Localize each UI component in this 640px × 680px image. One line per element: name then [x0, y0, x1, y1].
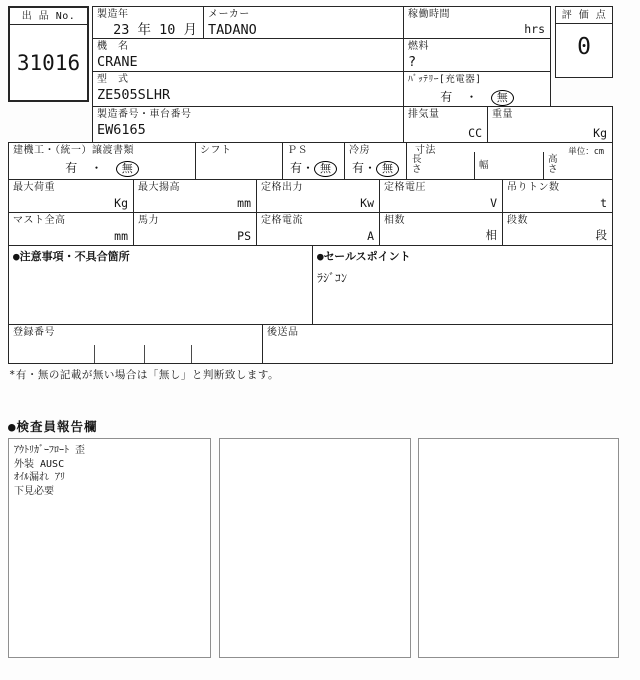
phase-count-cell — [379, 212, 503, 246]
displacement-cell — [403, 106, 488, 143]
sales-points-label: ●セールスポイント — [317, 250, 411, 263]
fuel-label: 燃料 — [408, 41, 429, 52]
stage-count-cell — [502, 212, 613, 246]
dimensions-length-label: 長さ — [412, 154, 422, 175]
aircon-cell — [344, 142, 407, 180]
transfer-documents-cell — [8, 142, 196, 180]
model-label: 型 式 — [97, 74, 129, 85]
inspector-note-line: ｱｳﾄﾘｶﾞｰﾌﾛｰﾄ 歪 — [14, 445, 86, 456]
dimensions-label: 寸法 — [415, 145, 436, 156]
dimensions-unit-note: 単位：cm — [568, 147, 604, 157]
rated-current-unit: A — [367, 229, 374, 243]
serial-number-cell — [92, 106, 404, 143]
weight-label: 重量 — [492, 109, 513, 120]
rated-current-label: 定格電流 — [261, 215, 303, 226]
model-value: ZE505SLHR — [97, 87, 171, 103]
field-divider-tick — [144, 345, 145, 363]
transfer-yes-option: 有 — [65, 161, 78, 175]
max-lift-height-unit: mm — [237, 196, 251, 210]
rated-output-unit: Kw — [360, 196, 374, 210]
dimensions-divider — [474, 152, 475, 179]
mast-height-cell — [8, 212, 134, 246]
fuel-value: ? — [408, 54, 417, 70]
evaluation-score-value: 0 — [577, 34, 591, 60]
rated-output-cell — [256, 179, 380, 213]
transfer-documents-label: 建機工・（統一）譲渡書類 — [13, 145, 134, 156]
aircon-availability — [349, 159, 402, 177]
battery-charger-cell — [403, 71, 551, 107]
mfg-year-cell — [92, 6, 204, 39]
ps-yes-option: 有 — [289, 161, 302, 175]
mfg-year-label: 製造年 — [97, 9, 129, 20]
horsepower-label: 馬力 — [138, 215, 159, 226]
dimensions-cell — [406, 142, 613, 180]
availability-separator: ・ — [90, 161, 103, 175]
maker-label: メーカー — [208, 9, 250, 20]
max-load-unit: Kg — [114, 196, 128, 210]
dimensions-divider — [543, 152, 544, 179]
crane-tonnage-label: 吊りトン数 — [507, 182, 560, 193]
machine-name-label: 機 名 — [97, 41, 129, 52]
availability-footnote: *有・無の記載が無い場合は「無し」と判断致します。 — [9, 369, 279, 381]
operating-hours-cell — [403, 6, 551, 39]
field-divider-tick — [94, 345, 95, 363]
max-load-label: 最大荷重 — [13, 182, 55, 193]
registration-number-cell — [8, 324, 263, 364]
serial-number-value: EW6165 — [97, 122, 146, 138]
max-load-cell — [8, 179, 134, 213]
transfer-no-option-circled: 無 — [116, 161, 139, 177]
shift-cell — [195, 142, 283, 180]
battery-yes-option: 有 — [440, 90, 453, 104]
later-shipment-cell — [262, 324, 613, 364]
registration-number-label: 登録番号 — [13, 327, 55, 338]
later-shipment-label: 後送品 — [267, 327, 299, 338]
phase-count-label: 相数 — [384, 215, 405, 226]
shift-label: シフト — [200, 145, 232, 156]
power-steering-label: ＰＳ — [287, 145, 308, 156]
rated-output-label: 定格出力 — [261, 182, 303, 193]
ps-no-option-circled: 無 — [314, 161, 337, 177]
stage-count-label: 段数 — [507, 215, 528, 226]
horsepower-cell — [133, 212, 257, 246]
machine-name-value: CRANE — [97, 54, 138, 70]
inspector-report-heading: ●検査員報告欄 — [8, 419, 98, 434]
battery-availability — [408, 88, 546, 106]
inspector-report-box-1 — [8, 438, 211, 658]
phase-count-unit: 相 — [485, 228, 497, 242]
displacement-label: 排気量 — [408, 109, 440, 120]
displacement-unit: CC — [468, 126, 482, 140]
max-lift-height-cell — [133, 179, 257, 213]
field-divider-tick — [191, 345, 192, 363]
inspector-report-box-2 — [219, 438, 411, 658]
availability-separator: ・ — [302, 161, 315, 175]
max-lift-height-label: 最大揚高 — [138, 182, 180, 193]
dimensions-width-label: 幅 — [479, 160, 489, 171]
stage-count-unit: 段 — [595, 228, 607, 242]
lot-number-label: 出 品 No. — [10, 8, 87, 25]
availability-separator: ・ — [364, 161, 377, 175]
crane-tonnage-cell — [502, 179, 613, 213]
aircon-yes-option: 有 — [351, 161, 364, 175]
lot-number-value: 31016 — [16, 51, 81, 75]
horsepower-unit: PS — [237, 229, 251, 243]
inspector-note-line: ｵｲﾙ漏れ ｱﾘ — [14, 472, 66, 483]
mfg-year-value: 23 年 10 月 — [113, 22, 197, 38]
sales-points-cell — [312, 245, 613, 325]
rated-voltage-label: 定格電圧 — [384, 182, 426, 193]
mast-height-label: マスト全高 — [13, 215, 66, 226]
weight-unit: Kg — [593, 126, 607, 140]
power-steering-cell — [282, 142, 345, 180]
lot-number-box — [8, 6, 89, 102]
operating-hours-unit: hrs — [524, 22, 545, 36]
weight-cell — [487, 106, 613, 143]
inspector-note-line: 下見必要 — [14, 485, 54, 497]
evaluation-score-label: 評 価 点 — [556, 7, 612, 24]
power-steering-availability — [287, 159, 340, 177]
crane-tonnage-unit: t — [600, 196, 607, 210]
maker-cell — [203, 6, 404, 39]
caution-items-label: ●注意事項・不具合箇所 — [13, 250, 130, 263]
battery-no-option-circled: 無 — [491, 90, 514, 106]
serial-number-label: 製造番号・車台番号 — [97, 109, 192, 120]
battery-charger-label: ﾊﾞｯﾃﾘｰ[充電器] — [408, 74, 482, 85]
machine-name-cell — [92, 38, 404, 72]
inspector-report-box-3 — [418, 438, 619, 658]
aircon-no-option-circled: 無 — [376, 161, 399, 177]
fuel-cell — [403, 38, 551, 72]
operating-hours-label: 稼働時間 — [408, 9, 450, 20]
mast-height-unit: mm — [114, 229, 128, 243]
transfer-documents-availability — [13, 159, 191, 177]
aircon-label: 冷房 — [349, 145, 370, 156]
rated-voltage-cell — [379, 179, 503, 213]
rated-voltage-unit: V — [490, 196, 497, 210]
maker-value: TADANO — [208, 22, 257, 38]
rated-current-cell — [256, 212, 380, 246]
evaluation-score-box — [555, 6, 613, 78]
caution-items-cell — [8, 245, 313, 325]
sales-points-value: ﾗｼﾞｺﾝ — [317, 271, 348, 285]
inspector-note-line: 外装 AUSC — [14, 458, 65, 470]
model-cell — [92, 71, 404, 107]
dimensions-height-label: 高さ — [548, 154, 558, 175]
availability-separator: ・ — [465, 90, 478, 104]
